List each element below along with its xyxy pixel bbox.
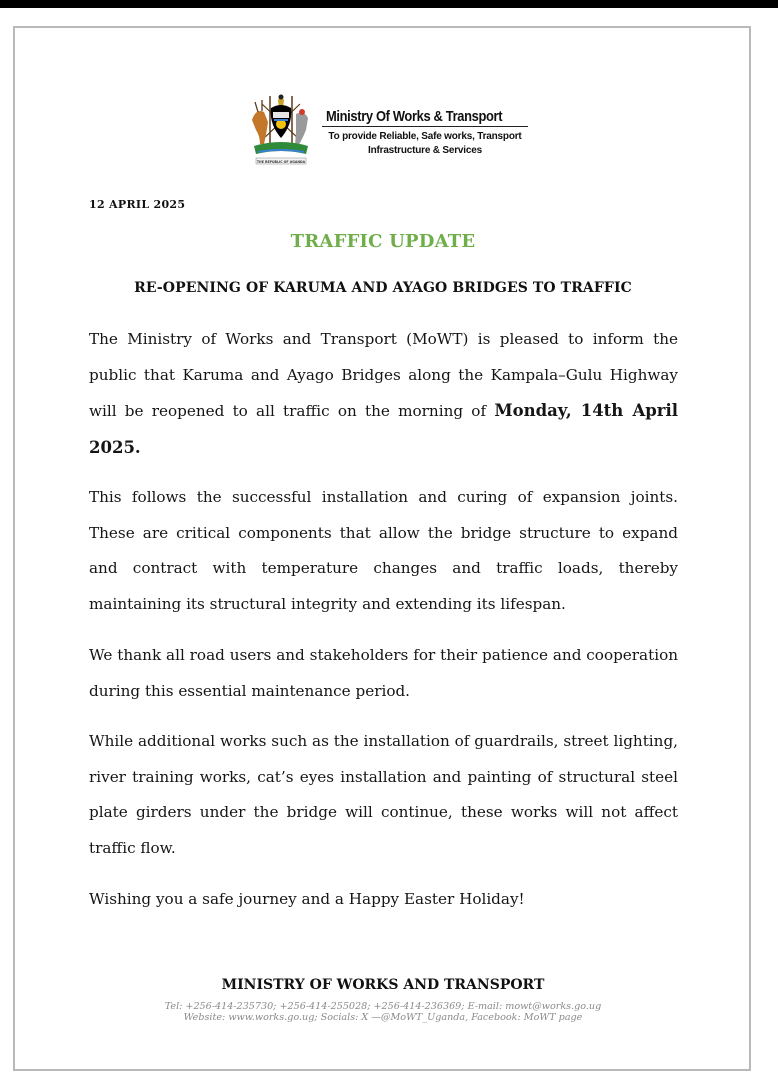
tagline-line-2: Infrastructure & Services [368,145,482,156]
footer-contact-line-1: Tel: +256-414-235730; +256-414-255028; +256-414-236369; E-mail: mowt@works.go.ug [164,1001,602,1012]
tagline-line-1: To provide Reliable, Safe works, Transport [328,131,522,142]
reopening-date: Monday, 14th April 2025. [89,401,679,457]
coat-of-arms-caption: THE REPUBLIC OF UGANDA [256,159,306,164]
footer-contact-line-2: Website: www.works.go.ug; Socials: X —@MoWT_Uganda, Facebook: MoWT page [183,1012,583,1023]
document-date: 12 APRIL 2025 [89,198,186,211]
coat-of-arms-icon [248,90,314,168]
paragraph-reopening [89,322,678,466]
paragraph-thanks: We thank all road users and stakeholders for their patience and cooperation during this essential maintenance period. [89,646,678,700]
letterhead [248,90,538,170]
paragraph-additional-works: While additional works such as the installation of guardrails, street lighting, river training works, cat’s eyes installation and painting of structural steel plate girders under the bridge will continue, these works will not affect traffic flow. [89,732,678,857]
paragraph-reopening-text: The Ministry of Works and Transport (MoWT) is pleased to inform the public that Karuma and Ayago Bridges along the Kampala–Gulu Highway will be reopened to all traffic on the morning of [89,330,678,420]
footer-title: MINISTRY OF WORKS AND TRANSPORT [221,977,545,993]
org-name-underline [322,126,528,127]
headline: RE-OPENING OF KARUMA AND AYAGO BRIDGES TO TRAFFIC [134,280,632,296]
document-type: TRAFFIC UPDATE [290,231,476,252]
top-black-bar [0,0,778,8]
org-name: Ministry Of Works & Transport [326,108,503,125]
paragraph-expansion-joints: This follows the successful installation and curing of expansion joints. These are critical components that allow the bridge structure to expand and contract with temperature changes and traffic loads, thereby maintaining its structural integrity and extending its lifespan. [89,488,678,613]
paragraph-wishes: Wishing you a safe journey and a Happy Easter Holiday! [89,890,525,908]
tagline [320,130,530,158]
